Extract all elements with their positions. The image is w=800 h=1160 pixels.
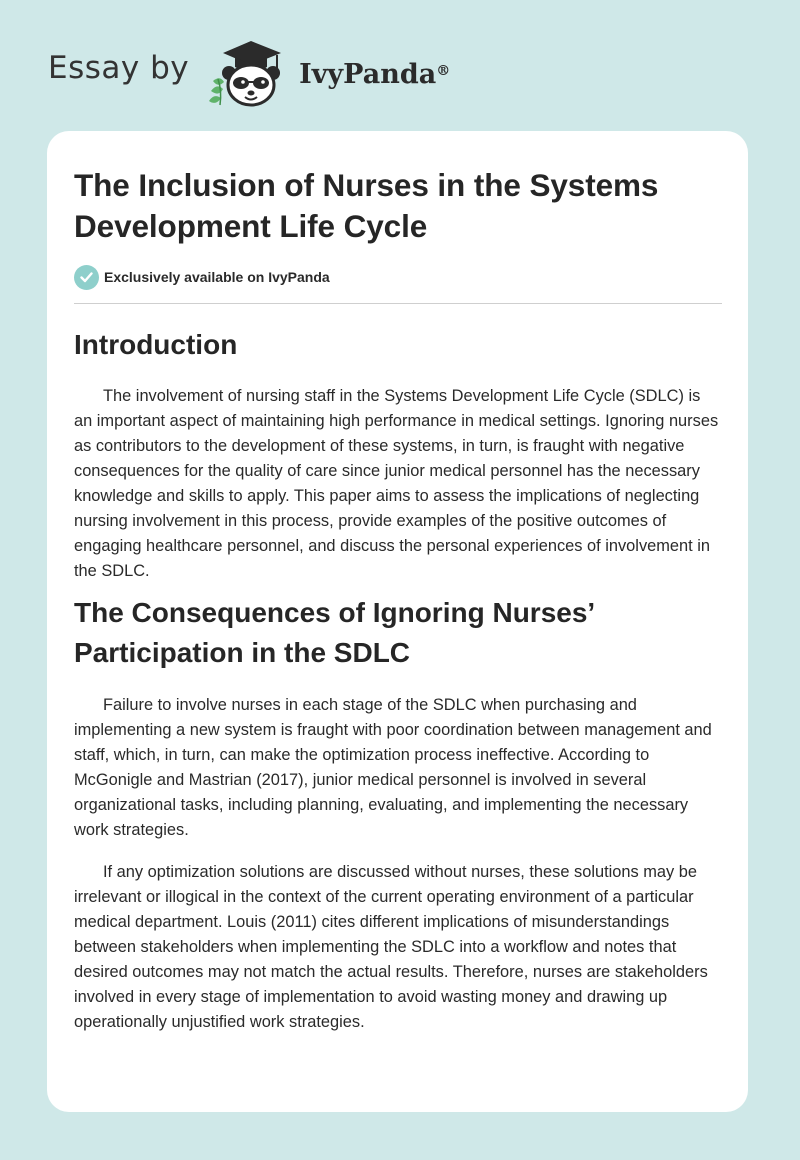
paragraph: If any optimization solutions are discussed without nurses, these solutions may be irrelevant or illogical in the context of the current operating environment of a particular medical department. Louis (2011) cites different implications of misunderstandings between stakeholders when implementing the SDLC into a workflow and notes that desired outcomes may not match the actual results. Therefore, nurses are stakeholders involved in every stage of implementation to avoid wasting money and drawing up operationally unjustified work strategies. xyxy=(74,863,708,1031)
divider xyxy=(74,303,722,304)
article-card xyxy=(47,131,748,1112)
check-icon xyxy=(74,265,99,290)
exclusive-badge xyxy=(74,264,722,290)
paragraph: Failure to involve nurses in each stage of the SDLC when purchasing and implementing a new system is fraught with poor coordination between management and staff, which, in turn, can make the optimization process ineffective. According to McGonigle and Mastrian (2017), junior medical personnel is involved in several organizational tasks, including planning, evaluating, and implementing the necessary work strategies. xyxy=(74,696,712,839)
brand-header[interactable] xyxy=(48,34,450,110)
badge-text: Exclusively available on IvyPanda xyxy=(104,269,330,285)
brand-name: IvyPanda® xyxy=(299,58,451,90)
paragraph: The involvement of nursing staff in the Systems Development Life Cycle (SDLC) is an important aspect of maintaining high performance in medical settings. Ignoring nurses as contributors to the development of these systems, in turn, is fraught with negative consequences for the quality of care since junior medical personnel has the necessary knowledge and skills to apply. This paper aims to assess the implications of neglecting nursing involvement in this process, provide examples of the positive outcomes of engaging healthcare personnel, and discuss the personal experiences of involvement in the SDLC. xyxy=(74,387,719,580)
section-heading-consequences: The Consequences of Ignoring Nurses’ Participation in the SDLC xyxy=(74,597,594,668)
panda-graduate-icon xyxy=(203,35,295,109)
section-heading-introduction: Introduction xyxy=(74,329,238,360)
article-title: The Inclusion of Nurses in the Systems Development Life Cycle xyxy=(74,167,659,244)
brand-prefix: Essay by xyxy=(48,50,190,86)
